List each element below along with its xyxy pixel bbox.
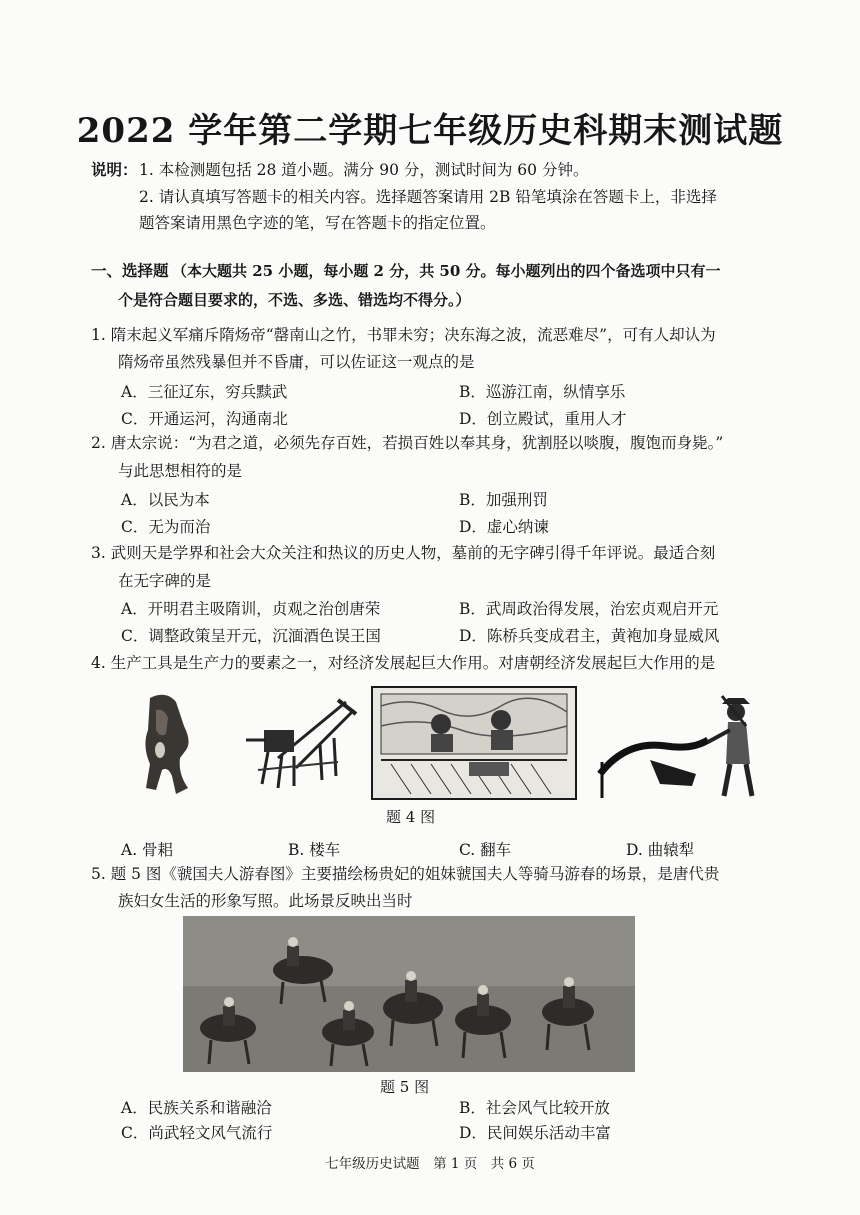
page-title: 2022 学年第二学期七年级历史科期末测试题 [76, 111, 784, 151]
q1-option-b: B．巡游江南，纵情享乐 [459, 383, 626, 401]
instructions-label: 说明： [91, 160, 138, 179]
q4-option-a: A. 骨耜 [121, 841, 174, 859]
q1-stem-line1: 1. 隋末起义军痛斥隋炀帝“罄南山之竹，书罪未穷；决东海之波，流恶难尽”，可有人却认为 [91, 326, 716, 344]
q1-option-c: C．开通运河，沟通南北 [121, 410, 288, 428]
q2-stem-line2: 与此思想相符的是 [118, 462, 243, 480]
q1-option-d: D．创立殿试，重用人才 [459, 410, 627, 428]
q5-option-d: D．民间娱乐活动丰富 [459, 1124, 611, 1142]
q5-stem-line2: 族妇女生活的形象写照。此场景反映出当时 [118, 892, 413, 910]
q3-stem-line1: 3. 武则天是学界和社会大众关注和热议的历史人物，墓前的无字碑引得千年评说。最适合刻 [91, 544, 716, 562]
q4-option-d: D. 曲辕犁 [626, 841, 695, 859]
spring-outing-painting-image [183, 916, 635, 1072]
q5-option-a: A．民族关系和谐融洽 [121, 1099, 272, 1117]
q5-figure-caption: 题 5 图 [380, 1078, 430, 1096]
q2-stem-line1: 2. 唐太宗说：“为君之道，必须先存百姓，若损百姓以奉其身，犹割胫以啖腹，腹饱而身毙。” [91, 434, 724, 452]
instruction-2-line1: 2. 请认真填写答题卡的相关内容。选择题答案请用 2B 铅笔填涂在答题卡上，非选择 [139, 188, 717, 206]
q4-option-c: C. 翻车 [459, 841, 512, 859]
q2-option-d: D．虚心纳谏 [459, 518, 549, 536]
q2-option-b: B．加强刑罚 [459, 491, 548, 509]
section-note-line2: 个是符合题目要求的，不选、多选、错选均不得分。） [118, 291, 471, 309]
curved-plough-image [596, 690, 766, 802]
q3-option-d: D．陈桥兵变成君主，黄袍加身显威风 [459, 627, 720, 645]
q4-option-b: B. 楼车 [288, 841, 341, 859]
q3-stem-line2: 在无字碑的是 [118, 572, 212, 590]
instruction-1: 1. 本检测题包括 28 道小题。满分 90 分，测试时间为 60 分钟。 [139, 161, 589, 179]
section-heading: 一、选择题 [91, 261, 169, 280]
q5-option-b: B．社会风气比较开放 [459, 1099, 610, 1117]
q1-option-a: A．三征辽东，穷兵黩武 [121, 383, 288, 401]
water-wheel-image [371, 686, 577, 800]
q3-option-b: B．武周政治得发展，治宏贞观启开元 [459, 600, 719, 618]
page-footer: 七年级历史试题 第 1 页 共 6 页 [325, 1156, 535, 1172]
q4-figure-caption: 题 4 图 [386, 808, 436, 826]
q1-stem-line2: 隋炀帝虽然残暴但并不昏庸，可以佐证这一观点的是 [118, 353, 475, 371]
q4-stem-line1: 4. 生产工具是生产力的要素之一，对经济发展起巨大作用。对唐朝经济发展起巨大作用的是 [91, 654, 716, 672]
bone-spade-image [132, 690, 212, 800]
q3-option-a: A．开明君主吸隋训，贞观之治创唐荣 [121, 600, 381, 618]
q5-option-c: C．尚武轻文风气流行 [121, 1124, 273, 1142]
seed-drill-image [238, 696, 358, 792]
section-note-line1: （本大题共 25 小题，每小题 2 分，共 50 分。每小题列出的四个备选项中只有一 [172, 262, 721, 280]
q2-option-c: C．无为而治 [121, 518, 211, 536]
q5-stem-line1: 5. 题 5 图《虢国夫人游春图》主要描绘杨贵妃的姐妹虢国夫人等骑马游春的场景，是唐代贵 [91, 865, 720, 883]
q2-option-a: A．以民为本 [121, 491, 210, 509]
instruction-2-line2: 题答案请用黑色字迹的笔，写在答题卡的指定位置。 [139, 214, 496, 232]
q3-option-c: C．调整政策呈开元，沉湎酒色误王国 [121, 627, 381, 645]
